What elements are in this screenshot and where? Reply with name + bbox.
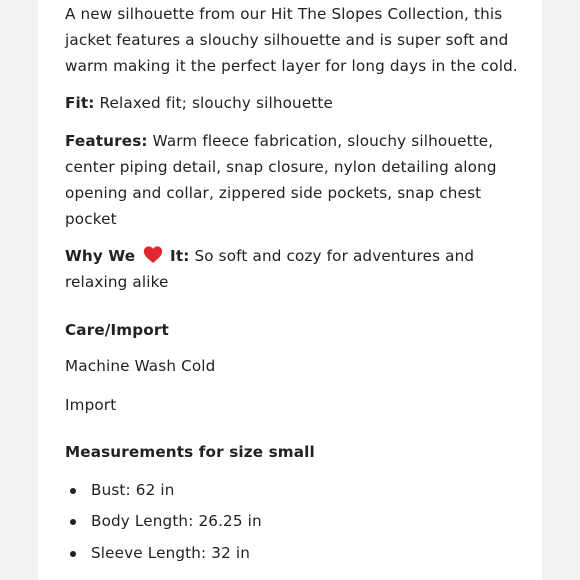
intro-paragraph: A new silhouette from our Hit The Slopes Collection, this jacket features a slouchy silhouette and is super soft and warm making it the perfect layer for long days in the cold.	[65, 5, 518, 75]
product-description	[65, 2, 527, 572]
bullet-icon	[70, 519, 76, 525]
why-label	[65, 247, 189, 265]
list-item	[65, 509, 527, 535]
measurements-heading: Measurements for size small	[65, 443, 315, 462]
why-label-start: Why We	[65, 247, 141, 266]
why-we-love-it-paragraph	[65, 244, 527, 296]
care-instruction: Machine Wash Cold	[65, 356, 216, 375]
import-text: Import	[65, 395, 117, 414]
bullet-icon	[70, 551, 76, 557]
features-paragraph	[65, 129, 527, 232]
bullet-icon	[70, 488, 76, 494]
heart-icon	[143, 245, 163, 264]
list-item	[65, 541, 527, 567]
fit-text: Relaxed fit; slouchy silhouette	[94, 94, 334, 113]
why-label-end: It:	[164, 247, 190, 266]
features-label: Features:	[65, 132, 148, 151]
measurements-list	[65, 478, 527, 566]
features-text: Warm fleece fabrication, slouchy silhouette, center piping detail, snap closure, nylon detailing along opening and collar, zippered side pockets, snap chest pocket	[65, 132, 497, 228]
list-item	[65, 478, 527, 504]
fit-paragraph	[65, 91, 527, 117]
product-description-panel	[38, 0, 542, 580]
why-text: So soft and cozy for adventures and relaxing alike	[65, 247, 475, 292]
measurement-sleeve-length: Sleeve Length: 32 in	[91, 543, 251, 562]
measurement-bust: Bust: 62 in	[91, 481, 175, 500]
care-import-heading: Care/Import	[65, 320, 169, 339]
fit-label: Fit:	[65, 94, 95, 113]
measurement-body-length: Body Length: 26.25 in	[91, 512, 262, 531]
